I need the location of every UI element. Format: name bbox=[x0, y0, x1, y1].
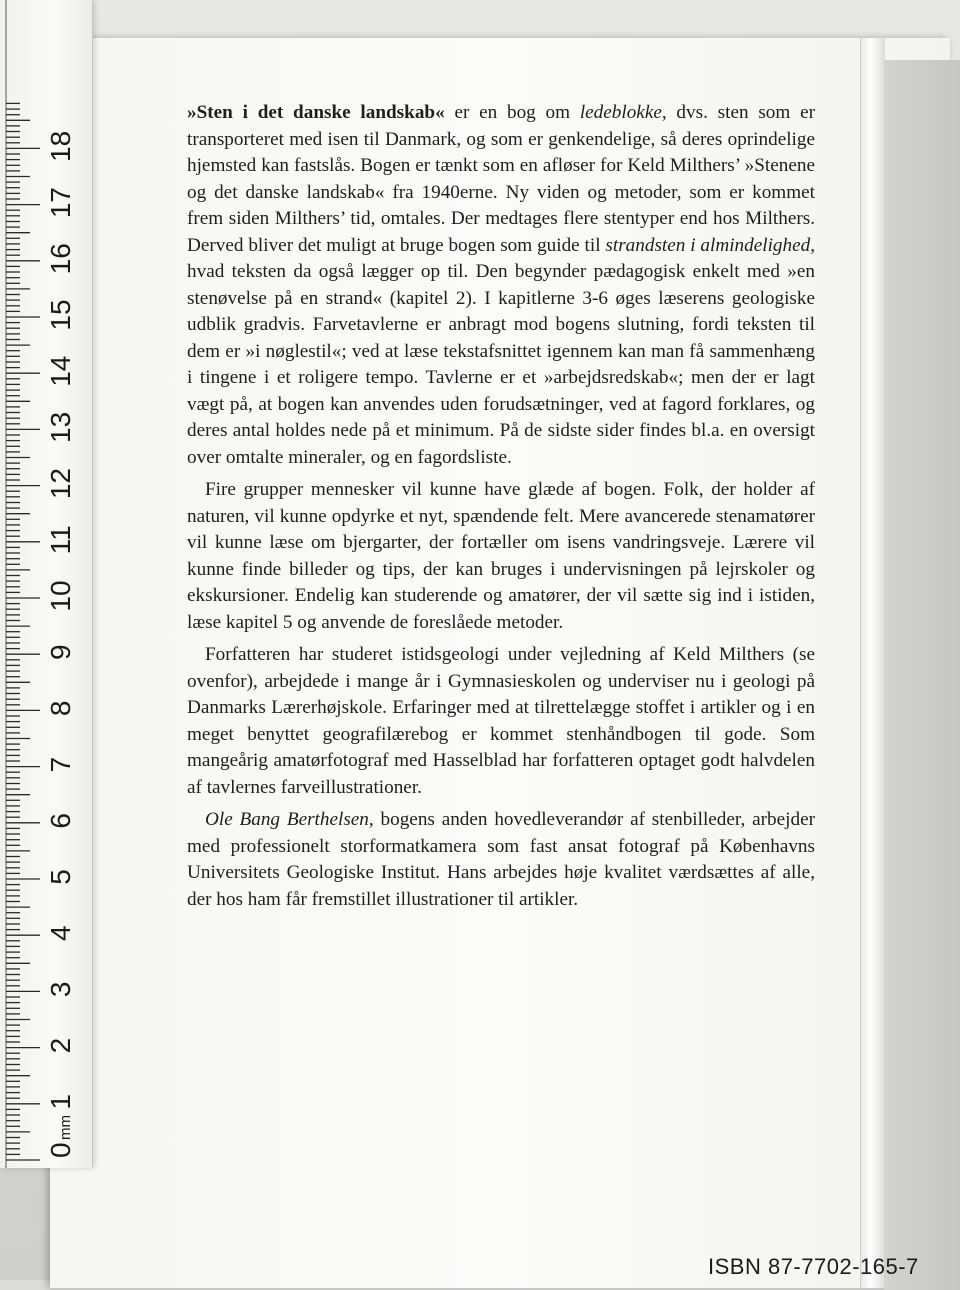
ruler-number: 0 bbox=[45, 1142, 76, 1158]
ruler-number: 6 bbox=[45, 813, 76, 829]
ruler-number: 4 bbox=[45, 925, 76, 941]
back-cover-blurb bbox=[187, 100, 815, 919]
ruler-number: 17 bbox=[45, 187, 76, 219]
ruler-number: 9 bbox=[45, 644, 76, 660]
ruler-number: 1 bbox=[45, 1094, 76, 1110]
ruler-number: 8 bbox=[45, 700, 76, 717]
blurb-paragraph-4 bbox=[187, 807, 815, 913]
ruler-unit-label: mm bbox=[57, 1115, 74, 1140]
ruler-number: 18 bbox=[45, 130, 76, 162]
ruler bbox=[0, 0, 93, 1168]
ruler-number: 15 bbox=[45, 299, 76, 331]
blurb-italic: ledeblokke, bbox=[579, 102, 667, 123]
ruler-number: 7 bbox=[45, 756, 76, 773]
book-side bbox=[884, 60, 960, 1290]
ruler-scale bbox=[0, 0, 92, 1168]
blurb-text: er en bog om bbox=[444, 102, 580, 123]
blurb-paragraph-1 bbox=[187, 100, 815, 471]
isbn-number: ISBN 87-7702-165-7 bbox=[708, 1254, 919, 1279]
ruler-number: 14 bbox=[45, 355, 76, 387]
ruler-number: 13 bbox=[45, 411, 76, 443]
ruler-number: 3 bbox=[45, 981, 76, 998]
blurb-text: hvad teksten da også lægger op til. Den begynder pædagogisk enkelt med »en stenøvelse på en strand« (kapitel 2). I kapitlerne 3-6 øges læserens geologiske udblik gradvis. Farvetavlerne er anbragt mod bogens slutning, fordi teksten til dem er »i nøglestil«; ved at læse tekstafsnittet igennem kan man få sammenhæng i tingene i et roligere tempo. Tavlerne er et »arbejdsredskab«; men der er lagt vægt på, at bogen kan anvendes uden forudsætninger, ved at fagord forklares, og deres antal holdes nede på et minimum. På de sidste sider findes bl.a. en oversigt over omtalte mineraler, og en fagordsliste. bbox=[187, 261, 815, 468]
blurb-title: »Sten i det danske landskab« bbox=[187, 102, 445, 123]
ruler-number: 5 bbox=[45, 869, 76, 885]
blurb-italic: strandsten i almindelighed, bbox=[605, 234, 816, 256]
blurb-text: dvs. sten som er transporteret med isen til Danmark, og som er genkendelige, så deres oprindelige hjemsted kan fastslås. Bogen er tænkt som en afløser for Keld Milthers’ »Stenene og det danske landskab« fra 1940erne. Ny viden og metoder, som er kommet frem siden Milthers’ tid, omtales. Der medtages flere stentyper end hos Milthers. Derved bliver det muligt at bruge bogen som guide til bbox=[187, 102, 815, 256]
book-spine-edge bbox=[860, 38, 885, 1288]
photographer-name: Ole Bang Berthelsen, bbox=[205, 809, 374, 830]
ruler-number: 16 bbox=[45, 243, 76, 275]
ruler-number: 11 bbox=[45, 525, 76, 555]
ruler-number: 2 bbox=[45, 1037, 76, 1054]
blurb-paragraph-3: Forfatteren har studeret istidsgeologi under vejledning af Keld Milthers (se ovenfor), arbejdede i mange år i Gymnasieskolen og underviser nu i geologi på Danmarks Lærerhøjskole. Erfaringer med at tilrettelægge stoffet i artikler og i en meget benyttet geografilærebog er kommet stenhåndbogen til gode. Som mangeårig amatørfotograf med Hasselblad har forfatteren optaget godt halvdelen af tavlernes farveillustrationer. bbox=[187, 644, 815, 798]
ruler-number: 10 bbox=[45, 580, 76, 612]
ruler-number: 12 bbox=[45, 468, 76, 500]
blurb-paragraph-2: Fire grupper mennesker vil kunne have glæde af bogen. Folk, der holder af naturen, vil kunne opdyrke et nyt, spændende felt. Mere avancerede stenamatører vil kunne læse om bjergarter, der fortæller om isens vandringsveje. Lærere vil kunne finde billeder og tips, der kan bruges i undervisningen på lejrskoler og ekskursioner. Endelig kan studerende og amatører, der vil sætte sig ind i istiden, læse kapitel 5 og anvende de foreslåede metoder. bbox=[187, 479, 815, 633]
blurb-text: bogens anden hovedleverandør af stenbilleder, arbejder med professionelt storformatkamera som fast ansat fotograf på Københavns Universitets Geologiske Institut. Hans arbejdes høje kvalitet værdsættes af alle, der hos ham får fremstillet illustrationer til artikler. bbox=[187, 809, 816, 910]
